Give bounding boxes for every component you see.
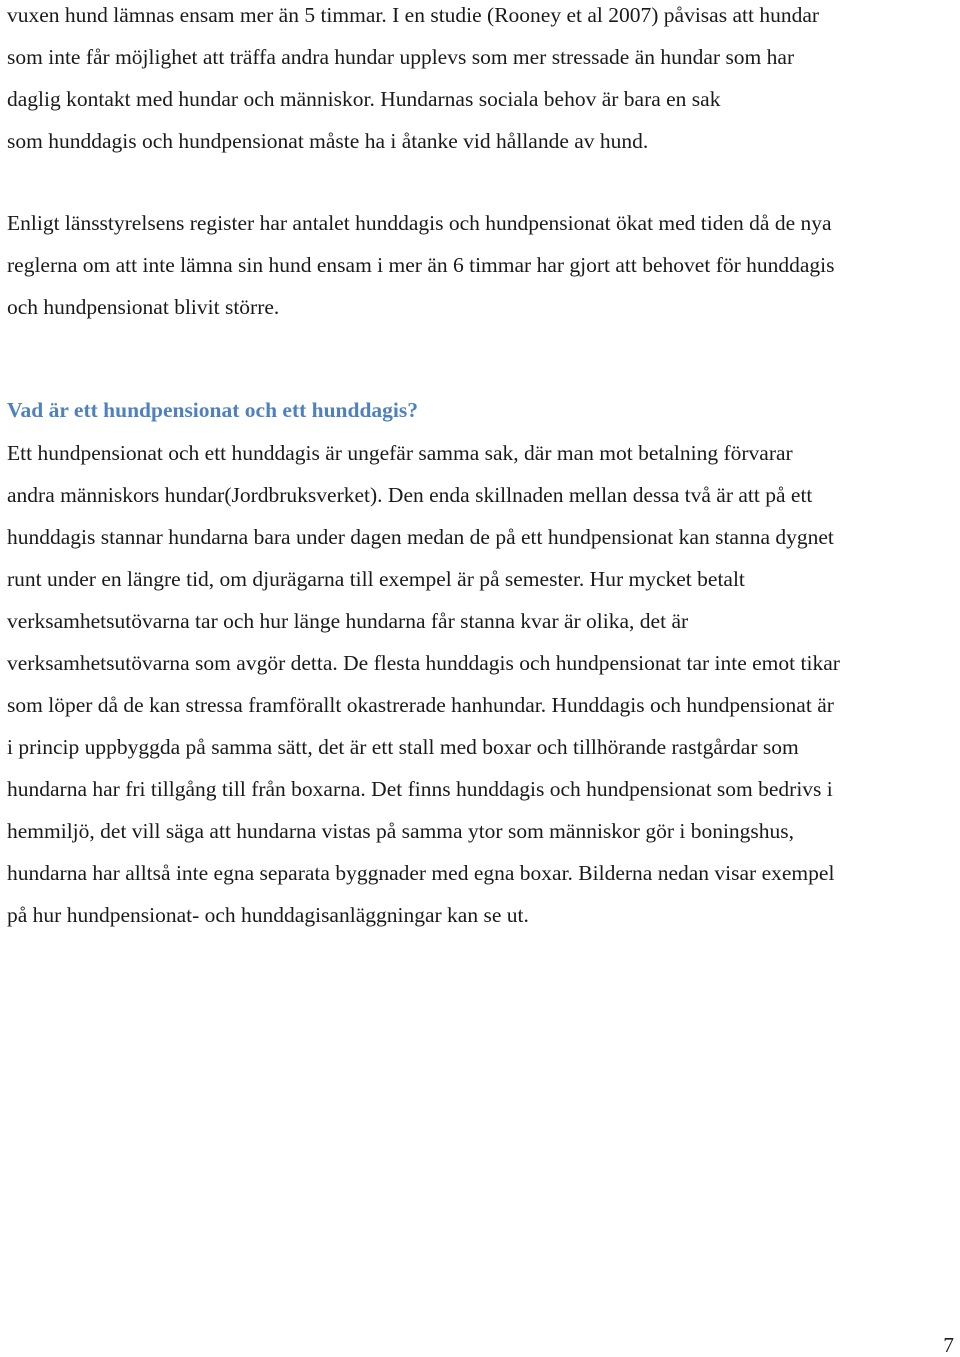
page-number: 7 — [943, 1333, 954, 1357]
section-body-paragraph: Ett hundpensionat och ett hunddagis är ungefär samma sak, där man mot betalning förvarar andra människors hundar(Jordbruksverket). Den enda skillnaden mellan dessa två är att på ett hunddagis stannar hundarna bara under dagen medan de på ett hundpensionat kan stanna dygnet runt under en längre tid, om djurägarna till exempel är på semester. Hur mycket betalt verksamhetsutövarna tar och hur länge hundarna får stanna kvar är olika, det är verksamhetsutövarna som avgör detta. De flesta hunddagis och hundpensionat tar inte emot tikar som löper då de kan stressa framförallt okastrerade hanhundar. Hunddagis och hundpensionat är i princip uppbyggda på samma sätt, det är ett stall med boxar och tillhörande rastgårdar som hundarna har fri tillgång till från boxarna. Det finns hunddagis och hundpensionat som bedrivs i hemmiljö, det vill säga att hundarna vistas på samma ytor som människor gör i boningshus, hundarna har alltså inte egna separata byggnader med egna boxar. Bilderna nedan visar exempel på hur hundpensionat- och hunddagisanläggningar kan se ut. — [7, 441, 840, 927]
body-paragraph-1: vuxen hund lämnas ensam mer än 5 timmar. I en studie (Rooney et al 2007) påvisas att hundar som inte får möjlighet att träffa andra hundar upplevs som mer stressade än hundar som har daglig kontakt med hundar och människor. Hundarnas sociala behov är bara en sak som hunddagis och hundpensionat måste ha i åtanke vid hållande av hund. — [7, 3, 820, 153]
section-heading: Vad är ett hundpensionat och ett hunddagis? — [7, 398, 419, 422]
body-paragraph-2: Enligt länsstyrelsens register har antalet hunddagis och hundpensionat ökat med tiden då de nya reglerna om att inte lämna sin hund ensam i mer än 6 timmar har gjort att behovet för hunddagis och hundpensionat blivit större. — [7, 211, 835, 319]
